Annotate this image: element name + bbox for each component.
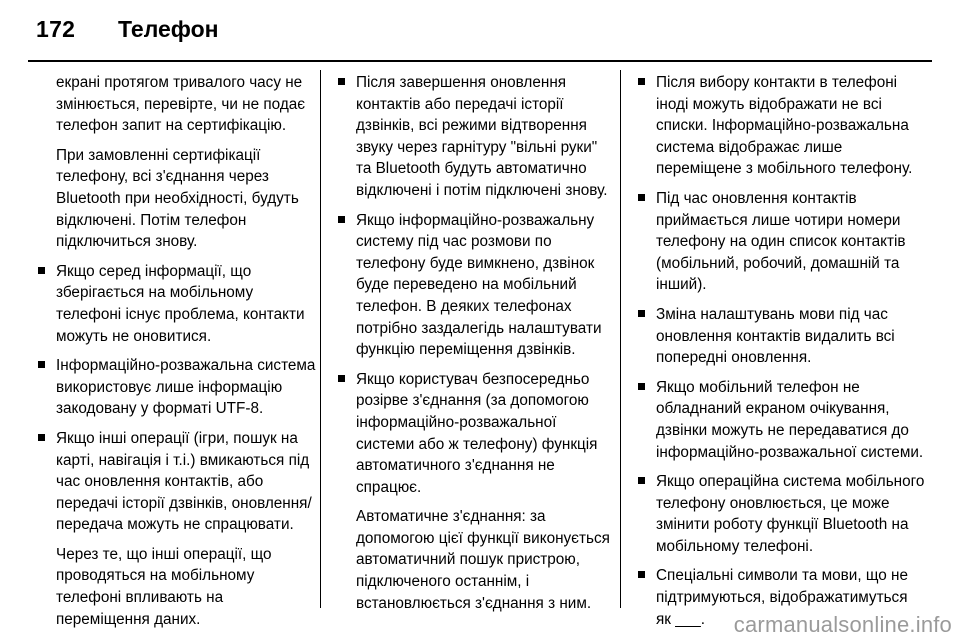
bullet-item: Після завершення оновлення контактів або передачі історії дзвінків, всі режими відтворення звуку через гарнітуру "вільні руки" та Bluetooth будуть автоматично відключені і потім підключені знову. (336, 72, 612, 202)
page-header (0, 0, 960, 70)
paragraph: екрані протягом тривалого часу не змінюється, перевірте, чи не подає телефон запит на сертифікацію. (56, 74, 306, 135)
page-number: 172 (36, 16, 76, 42)
bullet-item: Під час оновлення контактів приймається лише чотири номери телефону на один список контактів (мобільний, робочий, домашній та інший). (636, 188, 926, 296)
text-column-1 (36, 72, 316, 638)
paragraph: Через те, що інші операції, що проводяться на мобільному телефоні впливають на переміщення даних. (56, 545, 272, 628)
column-divider-1 (320, 70, 321, 608)
bullet-item: Спеціальні символи та мови, що не підтримуються, відображатимуться як ___. (636, 565, 926, 630)
bullet-item: Зміна налаштувань мови під час оновлення контактів видалить всі попередні оновлення. (636, 304, 926, 369)
bullet-item: Якщо користувач безпосередньо розірве з'єднання (за допомогою інформаційно-розважальної системи або ж телефону) функція автоматичного з'єднання не спрацює. (336, 369, 612, 499)
text-column-2 (336, 72, 612, 622)
paragraph: При замовленні сертифікації телефону, всі з'єднання через Bluetooth при необхідності, будуть відключені. Потім телефон підключиться знову. (56, 146, 299, 251)
bullet-item: Після вибору контакти в телефоні іноді можуть відображати не всі списки. Інформаційно-розважальна система відображає лише переміщене з мобільного телефону. (636, 72, 926, 180)
bullet-item: Якщо операційна система мобільного телефону оновлюється, це може змінити роботу функції Bluetooth на мобільному телефоні. (636, 471, 926, 557)
bullet-item: Інформаційно-розважальна система використовує лише інформацію закодовану у форматі UTF-8. (36, 355, 316, 420)
section-title: Телефон (118, 16, 219, 42)
bullet-item: Якщо інші операції (ігри, пошук на карті, навігація і т.і.) вмикаються під час оновлення контактів, або передачі історії дзвінків, оновлення/передача можуть не спрацювати. (36, 428, 316, 536)
header-rule (28, 60, 932, 62)
bullet-item: Якщо інформаційно-розважальну систему під час розмови по телефону буде вимкнено, дзвінок буде переведено на мобільний телефон. В деяких телефонах потрібно заздалегідь налаштувати функцію переміщення дзвінків. (336, 210, 612, 361)
bullet-item: Якщо серед інформації, що зберігається на мобільному телефоні існує проблема, контакти можуть не оновитися. (36, 261, 316, 347)
bullet-item: Якщо мобільний телефон не обладнаний екраном очікування, дзвінки можуть не передаватися до інформаційно-розважальної системи. (636, 377, 926, 463)
paragraph: Автоматичне з'єднання: за допомогою цієї функції виконується автоматичний пошук пристрою, підключеного останнім, і встановлюється з'єднання з ним. (356, 508, 610, 612)
text-column-3 (636, 72, 926, 638)
watermark: carmanualsonline.info (733, 612, 952, 637)
column-divider-2 (620, 70, 621, 608)
